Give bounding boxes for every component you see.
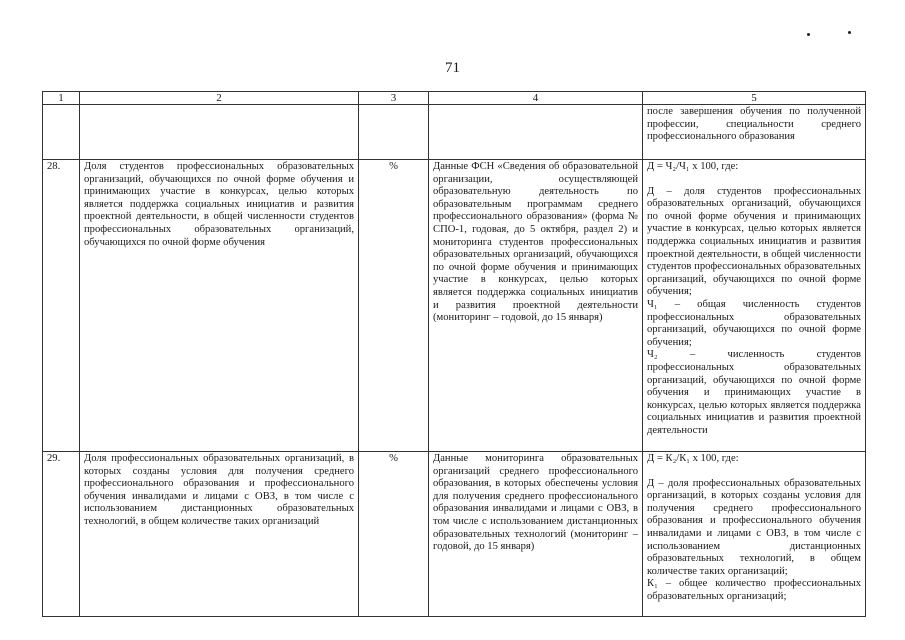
column-header: 2: [80, 92, 359, 105]
formula: Д = К₂/К₁ х 100, где:: [647, 453, 739, 464]
table-header-row: [43, 92, 866, 105]
scan-speck: [848, 31, 851, 34]
page-number: 71: [445, 60, 460, 76]
column-header: 4: [429, 92, 643, 105]
method-continuation-cell: после завершения обучения по полученной профессии, специальности среднего профессионального образования: [643, 105, 866, 160]
method-paragraph: Ч₂ – численность студентов профессиональных образовательных организаций, обучающихся по очной форме обучения и принимающих участие в конкурсах, целью которых является поддержка социальных инициатив и развития проектной деятельности: [647, 349, 861, 436]
table-cell: [359, 105, 429, 160]
row-number: 29.: [43, 452, 80, 617]
method-paragraph: Ч₁ – общая численность студентов профессиональных образовательных организаций, обучающихся по очной форме обучения;: [647, 298, 861, 348]
scan-speck: [807, 33, 810, 36]
method-paragraph: К₁ – общее количество профессиональных образовательных организаций;: [647, 578, 861, 602]
column-header: 1: [43, 92, 80, 105]
table-cell: [80, 105, 359, 160]
indicator-name: Доля студентов профессиональных образовательных организаций, обучающихся по очной форме обучения и принимающих участие в конкурсах, целью которых является поддержка социальных инициатив и развития проектной деятельности, в общей численности студентов профессиональных образовательных организаций, обучающихся по очной форме обучения: [80, 160, 359, 452]
column-header: 5: [643, 92, 866, 105]
method-paragraph: Д – доля студентов профессиональных образовательных организаций, обучающихся по очной форме обучения и принимающих участие в конкурсах, целью которых является поддержка социальных инициатив и развития проектной деятельности, в общей численности студентов профессиональных образовательных организаций, обучающихся по очной форме обучения;: [647, 185, 861, 298]
indicator-name: Доля профессиональных образовательных организаций, в которых созданы условия для получения среднего профессионального образования и профессионального обучения инвалидами и лицами с ОВЗ, в том числе с использованием дистанционных образовательных технологий, в общем количестве таких организаций: [80, 452, 359, 617]
table-row-continuation: [43, 105, 866, 160]
unit-cell: %: [359, 160, 429, 452]
column-header: 3: [359, 92, 429, 105]
data-source: Данные мониторинга образовательных организаций среднего профессионального образования, в которых обеспечены условия для получения среднего профессионального образования инвалидами и лицами с ОВЗ, в том числе с использованием дистанционных образовательных технологий (мониторинг – годовой, до 15 января): [429, 452, 643, 617]
calculation-method: [643, 452, 866, 617]
table-cell: [43, 105, 80, 160]
table-cell: [429, 105, 643, 160]
method-paragraph: Д – доля профессиональных образовательных организаций, в которых созданы условия для получения среднего профессионального образования и профессионального обучения инвалидами и лицами с ОВЗ, в том числе с использованием дистанционных образовательных технологий, в общем количестве таких организаций;: [647, 477, 861, 577]
row-number: 28.: [43, 160, 80, 452]
unit-cell: %: [359, 452, 429, 617]
formula: Д = Ч₂/Ч₁ х 100, где:: [647, 161, 739, 172]
indicators-table: [42, 91, 866, 617]
table-row: [43, 452, 866, 617]
table-row: [43, 160, 866, 452]
data-source: Данные ФСН «Сведения об образовательной организации, осуществляющей образовательную деятельность по образовательным программам среднего профессионального образования» (форма № СПО-1, годовая, до 5 октября, раздел 2) и мониторинга студентов профессиональных образовательных организаций, обучающихся по очной форме обучения и принимающих участие в конкурсах, целью которых является поддержка социальных инициатив и развития проектной деятельности (мониторинг – годовой, до 15 января): [429, 160, 643, 452]
calculation-method: [643, 160, 866, 452]
